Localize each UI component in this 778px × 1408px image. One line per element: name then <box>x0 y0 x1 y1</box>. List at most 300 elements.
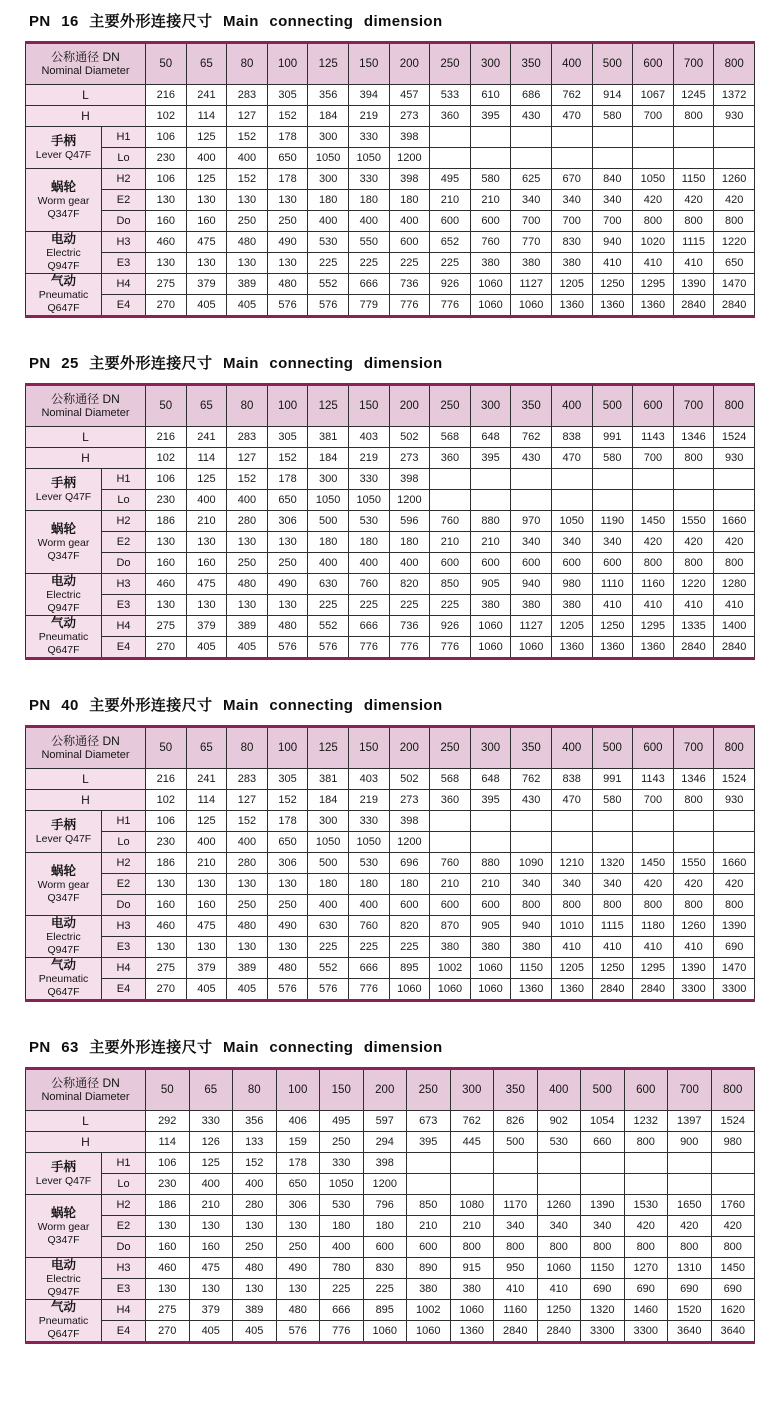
group-label-en: Q947F <box>47 602 80 614</box>
dimension-cell: 225 <box>430 595 471 616</box>
dimension-cell: 800 <box>581 1237 625 1258</box>
dimension-cell: 270 <box>146 295 187 317</box>
dimension-cell: 914 <box>592 85 633 106</box>
nominal-diameter-header <box>26 385 146 427</box>
dimension-cell: 1080 <box>450 1195 494 1216</box>
dimension-cell: 180 <box>348 532 389 553</box>
dimension-cell <box>673 148 714 169</box>
dimension-cell: 600 <box>389 232 430 253</box>
dimension-cell: 210 <box>450 1216 494 1237</box>
dimension-cell: 130 <box>267 190 308 211</box>
dimension-cell: 736 <box>389 616 430 637</box>
actuator-group-label <box>26 232 102 274</box>
dimension-cell <box>470 469 511 490</box>
dimension-cell: 1320 <box>581 1300 625 1321</box>
dimension-cell: 130 <box>146 874 187 895</box>
dimension-cell: 379 <box>186 274 227 295</box>
dimension-cell: 1397 <box>668 1111 712 1132</box>
dimension-cell: 700 <box>633 448 674 469</box>
dimension-cell: 356 <box>308 85 349 106</box>
dimension-cell: 1220 <box>714 232 755 253</box>
dimension-cell: 480 <box>227 916 268 937</box>
dimension-cell: 180 <box>308 874 349 895</box>
dimension-cell: 130 <box>227 190 268 211</box>
dimension-cell <box>668 1153 712 1174</box>
dimension-cell: 405 <box>227 295 268 317</box>
dimension-cell: 800 <box>673 211 714 232</box>
dn-column-header: 600 <box>633 385 674 427</box>
dimension-cell: 1360 <box>592 295 633 317</box>
dimension-cell: 225 <box>389 937 430 958</box>
dimension-cell: 580 <box>592 448 633 469</box>
nominal-diameter-label-en: Nominal Diameter <box>41 749 130 762</box>
dimension-cell: 306 <box>267 853 308 874</box>
dimension-cell: 300 <box>308 169 349 190</box>
dimension-cell: 210 <box>407 1216 451 1237</box>
dimension-cell: 114 <box>186 106 227 127</box>
dimension-cell: 241 <box>186 85 227 106</box>
nominal-diameter-label-zh: 公称通径 DN <box>51 1076 120 1091</box>
dimension-cell <box>633 127 674 148</box>
dimension-cell: 184 <box>308 448 349 469</box>
dimension-cell: 275 <box>146 274 187 295</box>
dimension-cell: 130 <box>276 1279 320 1300</box>
dimension-cell: 830 <box>363 1258 407 1279</box>
dimension-cell: 930 <box>714 106 755 127</box>
dimension-cell: 250 <box>267 895 308 916</box>
dimension-cell: 125 <box>186 469 227 490</box>
dimension-cell: 186 <box>146 853 187 874</box>
dimension-cell: 600 <box>363 1237 407 1258</box>
dimension-cell: 490 <box>276 1258 320 1279</box>
dimension-cell: 650 <box>276 1174 320 1195</box>
dimension-code-label: H4 <box>102 958 146 979</box>
dimension-cell: 760 <box>430 853 471 874</box>
dimension-cell: 380 <box>511 595 552 616</box>
group-label-en: Q347F <box>47 891 80 904</box>
dimension-code-label: H3 <box>102 1258 146 1279</box>
dimension-code-label: E4 <box>102 637 146 659</box>
dimension-cell: 480 <box>267 616 308 637</box>
dimension-cell: 1360 <box>551 979 592 1001</box>
dimension-cell: 830 <box>551 232 592 253</box>
dimension-cell: 1060 <box>470 295 511 317</box>
nominal-diameter-label-zh: 公称通径 DN <box>51 392 120 407</box>
dn-column-header: 350 <box>511 727 552 769</box>
dimension-cell: 1060 <box>470 958 511 979</box>
dimension-cell: 380 <box>551 595 592 616</box>
dimension-cell: 1360 <box>633 637 674 659</box>
dimension-cell: 460 <box>146 232 187 253</box>
group-label-zh: 手柄 <box>50 1159 76 1174</box>
dn-column-header: 50 <box>146 727 187 769</box>
dimension-cell: 1190 <box>592 511 633 532</box>
dimension-cell: 360 <box>430 106 471 127</box>
dimension-cell: 1110 <box>592 574 633 595</box>
dimension-cell: 776 <box>389 637 430 659</box>
pn63-dimension-table <box>25 1067 755 1344</box>
dimension-cell: 870 <box>430 916 471 937</box>
dimension-cell: 380 <box>470 937 511 958</box>
dimension-cell: 1200 <box>389 832 430 853</box>
dimension-cell: 410 <box>633 937 674 958</box>
dimension-cell: 430 <box>511 790 552 811</box>
dimension-cell: 330 <box>348 169 389 190</box>
dimension-cell: 470 <box>551 790 592 811</box>
dimension-cell: 460 <box>146 1258 190 1279</box>
dimension-cell: 475 <box>189 1258 233 1279</box>
dimension-cell: 410 <box>673 595 714 616</box>
dimension-cell: 210 <box>430 532 471 553</box>
dimension-cell: 130 <box>186 532 227 553</box>
dimension-cell: 568 <box>430 769 471 790</box>
dimension-cell: 400 <box>348 895 389 916</box>
dimension-cell: 568 <box>430 427 471 448</box>
dimension-cell: 690 <box>624 1279 668 1300</box>
dimension-cell <box>470 127 511 148</box>
dimension-cell: 398 <box>389 811 430 832</box>
dimension-cell: 405 <box>233 1321 277 1343</box>
dimension-cell: 398 <box>389 469 430 490</box>
dimension-cell: 1295 <box>633 958 674 979</box>
dimension-cell: 400 <box>389 211 430 232</box>
dimension-cell <box>470 811 511 832</box>
dimension-cell: 180 <box>308 532 349 553</box>
dimension-cell: 970 <box>511 511 552 532</box>
dimension-cell: 410 <box>551 937 592 958</box>
dimension-cell: 152 <box>267 790 308 811</box>
dimension-cell: 838 <box>551 427 592 448</box>
pn40-dimension-table <box>25 725 755 1002</box>
dn-column-header: 50 <box>146 1069 190 1111</box>
dimension-cell: 673 <box>407 1111 451 1132</box>
dimension-cell: 250 <box>227 553 268 574</box>
dimension-cell: 552 <box>308 616 349 637</box>
dimension-cell: 225 <box>348 595 389 616</box>
dimension-cell: 125 <box>186 169 227 190</box>
dimension-cell: 130 <box>227 595 268 616</box>
dimension-cell: 130 <box>276 1216 320 1237</box>
group-label-zh: 气动 <box>50 958 76 973</box>
dimension-cell: 650 <box>267 490 308 511</box>
dimension-cell: 780 <box>320 1258 364 1279</box>
dimension-cell: 1143 <box>633 427 674 448</box>
dimension-cell: 160 <box>189 1237 233 1258</box>
dimension-cell: 600 <box>430 553 471 574</box>
dimension-cell: 400 <box>227 148 268 169</box>
dimension-cell: 800 <box>673 895 714 916</box>
group-label-en: Q647F <box>47 986 80 998</box>
actuator-group-label <box>26 958 102 1001</box>
dimension-cell: 330 <box>348 811 389 832</box>
dimension-cell: 1270 <box>624 1258 668 1279</box>
dimension-cell: 400 <box>308 553 349 574</box>
group-label-en: Q647F <box>47 1328 80 1340</box>
dimension-cell: 130 <box>227 874 268 895</box>
dimension-cell: 250 <box>320 1132 364 1153</box>
dimension-cell: 930 <box>714 448 755 469</box>
actuator-group-label <box>26 916 102 958</box>
dimension-cell: 1346 <box>673 769 714 790</box>
actuator-group-label <box>26 469 102 511</box>
dimension-cell: 1245 <box>673 85 714 106</box>
dimension-cell: 580 <box>592 106 633 127</box>
dimension-cell: 3640 <box>711 1321 755 1343</box>
nominal-diameter-label-en: Nominal Diameter <box>41 65 130 78</box>
group-label-zh: 气动 <box>50 1300 76 1315</box>
group-label-en: Q647F <box>47 302 80 314</box>
dimension-cell: 270 <box>146 1321 190 1343</box>
dimension-cell: 1115 <box>673 232 714 253</box>
dimension-cell: 184 <box>308 106 349 127</box>
actuator-group-label <box>26 853 102 916</box>
dimension-cell: 420 <box>673 532 714 553</box>
dimension-cell <box>592 490 633 511</box>
dimension-cell: 820 <box>389 574 430 595</box>
dimension-cell: 1295 <box>633 616 674 637</box>
dimension-cell <box>592 811 633 832</box>
dimension-cell: 1150 <box>581 1258 625 1279</box>
dimension-code-label: H2 <box>102 169 146 190</box>
dimension-cell: 648 <box>470 427 511 448</box>
dimension-cell: 180 <box>389 532 430 553</box>
nominal-diameter-label-en: Nominal Diameter <box>41 1091 130 1104</box>
dimension-cell <box>470 148 511 169</box>
pn16-section <box>25 10 755 318</box>
actuator-group-label <box>26 274 102 317</box>
dimension-code-label: H4 <box>102 616 146 637</box>
group-label-en: Electric <box>46 589 81 602</box>
dimension-cell <box>633 469 674 490</box>
dimension-cell: 275 <box>146 616 187 637</box>
dimension-cell: 600 <box>470 553 511 574</box>
dimension-cell: 600 <box>430 211 471 232</box>
group-label-zh: 蜗轮 <box>50 179 76 194</box>
dimension-cell: 125 <box>186 127 227 148</box>
dimension-cell: 403 <box>348 427 389 448</box>
dimension-cell: 1050 <box>348 148 389 169</box>
dimension-cell: 1360 <box>592 637 633 659</box>
dimension-cell: 152 <box>227 169 268 190</box>
dimension-cell: 900 <box>668 1132 712 1153</box>
dimension-cell: 152 <box>227 469 268 490</box>
dimension-cell: 800 <box>714 553 755 574</box>
nominal-diameter-header <box>26 1069 146 1111</box>
actuator-group-label <box>26 1258 102 1300</box>
dimension-cell: 480 <box>276 1300 320 1321</box>
dimension-cell: 410 <box>494 1279 538 1300</box>
dimension-cell: 1390 <box>673 958 714 979</box>
dimension-cell: 696 <box>389 853 430 874</box>
dimension-cell: 210 <box>430 874 471 895</box>
dimension-cell: 250 <box>233 1237 277 1258</box>
row-label: L <box>26 427 146 448</box>
dimension-cell: 1550 <box>673 511 714 532</box>
group-label-en: Q347F <box>47 1233 80 1246</box>
dimension-cell: 1050 <box>633 169 674 190</box>
dimension-cell: 630 <box>308 574 349 595</box>
dimension-cell: 1127 <box>511 616 552 637</box>
dimension-cell: 648 <box>470 769 511 790</box>
dimension-cell: 1530 <box>624 1195 668 1216</box>
dimension-cell: 1060 <box>511 295 552 317</box>
dimension-cell: 127 <box>227 106 268 127</box>
dimension-cell: 360 <box>430 790 471 811</box>
dimension-cell: 1115 <box>592 916 633 937</box>
dimension-cell: 130 <box>267 253 308 274</box>
dimension-cell: 405 <box>186 295 227 317</box>
dimension-cell: 600 <box>470 895 511 916</box>
group-label-en: Pneumatic <box>38 1315 89 1328</box>
dimension-cell: 690 <box>668 1279 712 1300</box>
dimension-cell: 273 <box>389 106 430 127</box>
dimension-cell: 596 <box>389 511 430 532</box>
group-label-en: Lever Q47F <box>35 832 92 845</box>
dimension-cell: 480 <box>267 958 308 979</box>
dimension-cell: 125 <box>186 811 227 832</box>
dimension-cell: 762 <box>551 85 592 106</box>
dimension-cell <box>714 832 755 853</box>
dimension-cell: 330 <box>320 1153 364 1174</box>
dimension-cell: 405 <box>186 637 227 659</box>
dn-column-header: 300 <box>470 385 511 427</box>
group-label-en: Electric <box>46 1273 81 1286</box>
dn-column-header: 400 <box>551 43 592 85</box>
dimension-cell: 502 <box>389 427 430 448</box>
dimension-cell: 106 <box>146 469 187 490</box>
dimension-cell: 305 <box>267 85 308 106</box>
dimension-cell: 420 <box>668 1216 712 1237</box>
dimension-cell: 294 <box>363 1132 407 1153</box>
dimension-cell: 305 <box>267 769 308 790</box>
dimension-code-label: H1 <box>102 1153 146 1174</box>
dimension-cell: 800 <box>633 895 674 916</box>
dimension-cell: 1450 <box>633 853 674 874</box>
dimension-cell: 2840 <box>592 979 633 1001</box>
dimension-cell: 1450 <box>633 511 674 532</box>
group-label-en: Q947F <box>47 944 80 956</box>
dimension-cell: 130 <box>146 1216 190 1237</box>
dimension-cell: 770 <box>511 232 552 253</box>
dimension-cell: 130 <box>189 1216 233 1237</box>
dimension-cell: 106 <box>146 127 187 148</box>
dimension-cell: 580 <box>592 790 633 811</box>
dimension-cell: 283 <box>227 427 268 448</box>
dimension-cell: 400 <box>227 832 268 853</box>
dimension-cell: 576 <box>267 979 308 1001</box>
dimension-cell: 219 <box>348 790 389 811</box>
dimension-cell: 1050 <box>308 832 349 853</box>
dimension-cell: 480 <box>227 232 268 253</box>
dimension-cell: 300 <box>308 469 349 490</box>
dimension-cell <box>494 1174 538 1195</box>
dimension-cell: 160 <box>146 211 187 232</box>
dimension-cell: 152 <box>227 127 268 148</box>
dimension-cell: 330 <box>348 127 389 148</box>
dimension-cell: 216 <box>146 427 187 448</box>
dimension-code-label: H4 <box>102 1300 146 1321</box>
group-label-en: Lever Q47F <box>35 148 92 161</box>
group-label-zh: 气动 <box>50 274 76 289</box>
dimension-cell: 1050 <box>308 490 349 511</box>
dimension-cell: 1470 <box>714 274 755 295</box>
dimension-cell: 106 <box>146 811 187 832</box>
dimension-cell: 225 <box>308 937 349 958</box>
dimension-cell: 210 <box>186 511 227 532</box>
dimension-cell: 159 <box>276 1132 320 1153</box>
dimension-cell: 430 <box>511 448 552 469</box>
dimension-cell: 820 <box>389 916 430 937</box>
dimension-cell: 940 <box>511 574 552 595</box>
dimension-cell: 1020 <box>633 232 674 253</box>
dimension-cell: 666 <box>348 616 389 637</box>
dimension-cell: 1250 <box>592 616 633 637</box>
dimension-cell: 420 <box>633 874 674 895</box>
dn-column-header: 50 <box>146 43 187 85</box>
dimension-code-label: E2 <box>102 874 146 895</box>
row-label: L <box>26 1111 146 1132</box>
dimension-cell: 3640 <box>668 1321 712 1343</box>
dimension-cell: 480 <box>233 1258 277 1279</box>
dimension-cell: 389 <box>233 1300 277 1321</box>
dimension-code-label: Do <box>102 895 146 916</box>
dimension-cell: 1060 <box>389 979 430 1001</box>
dimension-cell: 490 <box>267 574 308 595</box>
dimension-cell <box>494 1153 538 1174</box>
dimension-cell: 800 <box>633 553 674 574</box>
actuator-group-label <box>26 1195 102 1258</box>
dimension-code-label: H2 <box>102 1195 146 1216</box>
dimension-cell: 130 <box>267 595 308 616</box>
dimension-cell: 340 <box>511 190 552 211</box>
dimension-cell: 779 <box>348 295 389 317</box>
dimension-cell: 800 <box>673 553 714 574</box>
dimension-cell: 2840 <box>673 295 714 317</box>
dimension-cell: 1346 <box>673 427 714 448</box>
dn-column-header: 350 <box>494 1069 538 1111</box>
dimension-cell: 114 <box>186 790 227 811</box>
dimension-cell: 490 <box>267 916 308 937</box>
dn-column-header: 50 <box>146 385 187 427</box>
dimension-cell: 126 <box>189 1132 233 1153</box>
dimension-cell: 420 <box>714 532 755 553</box>
dimension-cell: 3300 <box>581 1321 625 1343</box>
dn-column-header: 400 <box>537 1069 581 1111</box>
dimension-cell <box>511 832 552 853</box>
dn-column-header: 800 <box>714 727 755 769</box>
dimension-cell: 225 <box>348 937 389 958</box>
dimension-cell: 400 <box>308 895 349 916</box>
row-label: H <box>26 790 146 811</box>
dimension-cell: 650 <box>714 253 755 274</box>
dn-column-header: 250 <box>430 385 471 427</box>
dimension-cell: 395 <box>407 1132 451 1153</box>
group-label-en: Electric <box>46 931 81 944</box>
dimension-cell <box>551 127 592 148</box>
dimension-cell <box>450 1174 494 1195</box>
dimension-cell: 102 <box>146 448 187 469</box>
dimension-cell: 991 <box>592 427 633 448</box>
dimension-cell: 762 <box>511 427 552 448</box>
dimension-cell <box>673 811 714 832</box>
dimension-cell: 114 <box>186 448 227 469</box>
dimension-cell: 1180 <box>633 916 674 937</box>
dn-column-header: 200 <box>389 727 430 769</box>
dimension-cell: 186 <box>146 1195 190 1216</box>
dimension-cell: 389 <box>227 616 268 637</box>
dimension-cell <box>407 1174 451 1195</box>
dimension-cell: 1232 <box>624 1111 668 1132</box>
